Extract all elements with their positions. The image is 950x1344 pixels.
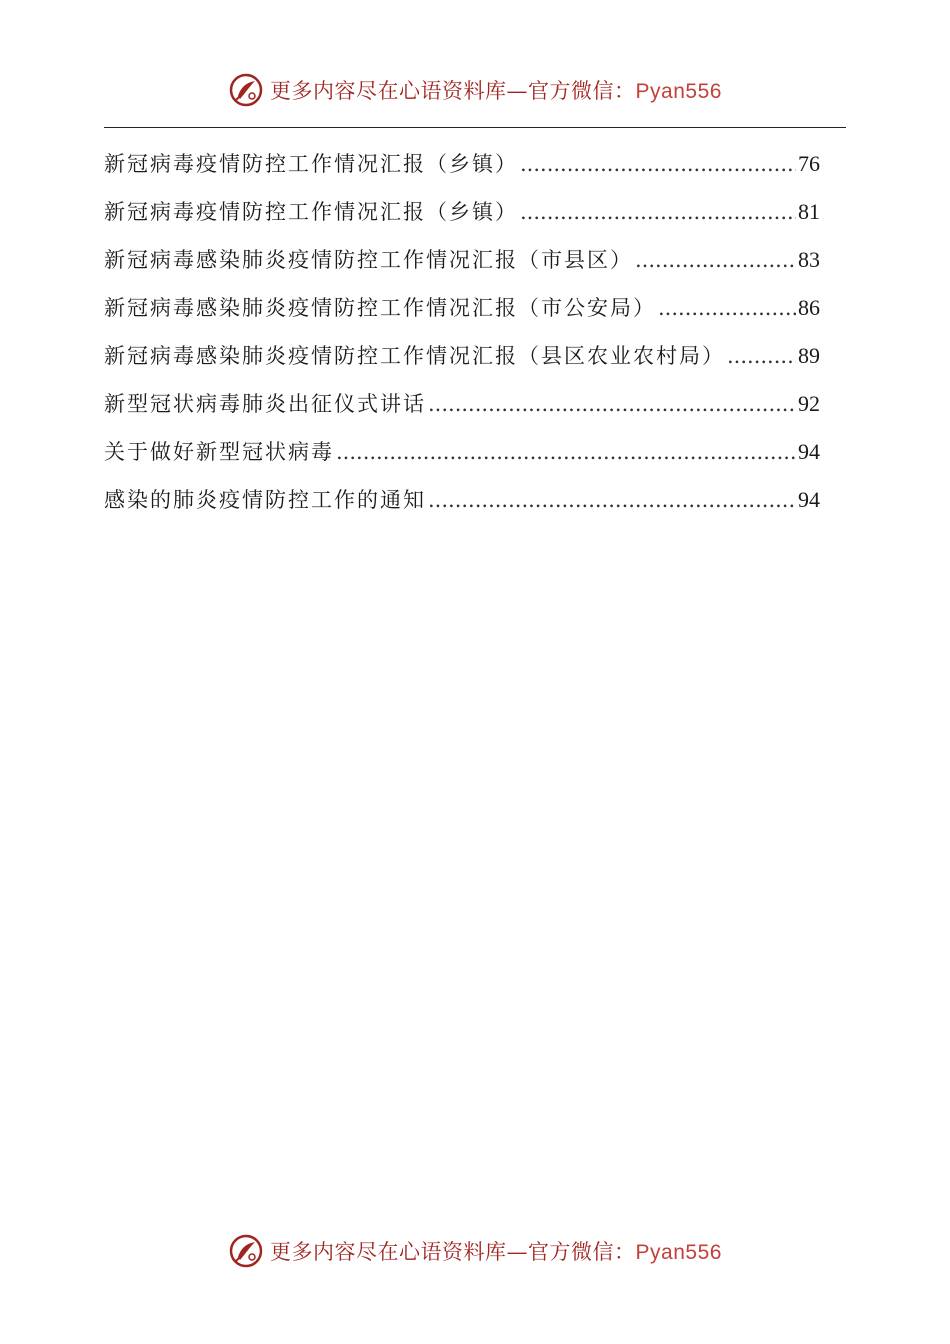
banner-wechat-id: Pyan556: [635, 80, 722, 103]
toc-leader-dots: [520, 140, 796, 188]
banner-separator: —: [506, 79, 529, 103]
toc-entry-page: 76: [798, 151, 820, 176]
banner-title: 更多内容尽在心语资料库: [270, 1240, 507, 1264]
toc-entry[interactable]: [104, 380, 820, 428]
brand-logo-icon: [228, 72, 264, 108]
banner-separator: —: [506, 1240, 529, 1264]
toc-entry-title: 关于做好新型冠状病毒: [104, 440, 334, 464]
toc-entry-page: 92: [798, 391, 820, 416]
header-banner: [0, 72, 950, 108]
toc-entry-title: 感染的肺炎疫情防控工作的通知: [104, 488, 426, 512]
toc-leader-dots: [336, 428, 796, 476]
banner-wechat-label: 官方微信：: [528, 79, 636, 103]
brand-logo-icon: [228, 1233, 264, 1269]
toc-entry-page: 89: [798, 343, 820, 368]
footer-banner-text: [270, 1236, 722, 1266]
toc-entry[interactable]: [104, 140, 820, 188]
toc-leader-dots: [428, 380, 796, 428]
header-banner-text: [270, 75, 722, 105]
toc-entry-page: 81: [798, 199, 820, 224]
banner-wechat-id: Pyan556: [635, 1241, 722, 1264]
toc-entry[interactable]: [104, 332, 820, 380]
toc-leader-dots: [727, 332, 796, 380]
banner-wechat-label: 官方微信：: [528, 1240, 636, 1264]
toc-entry-title: 新冠病毒感染肺炎疫情防控工作情况汇报（县区农业农村局）: [104, 344, 725, 368]
toc-entry-title: 新冠病毒疫情防控工作情况汇报（乡镇）: [104, 152, 518, 176]
toc-leader-dots: [635, 236, 796, 284]
toc-entry[interactable]: [104, 188, 820, 236]
toc-entry[interactable]: [104, 428, 820, 476]
toc-leader-dots: [428, 476, 796, 524]
toc-entry-page: 94: [798, 439, 820, 464]
toc-entry-title: 新冠病毒感染肺炎疫情防控工作情况汇报（市县区）: [104, 248, 633, 272]
toc-entry-page: 86: [798, 295, 820, 320]
toc-entry-page: 83: [798, 247, 820, 272]
toc-entry[interactable]: [104, 476, 820, 524]
toc-leader-dots: [520, 188, 796, 236]
toc-entry-title: 新冠病毒感染肺炎疫情防控工作情况汇报（市公安局）: [104, 296, 656, 320]
toc-entry-page: 94: [798, 487, 820, 512]
table-of-contents: [104, 140, 820, 524]
toc-entry[interactable]: [104, 284, 820, 332]
toc-leader-dots: [658, 284, 796, 332]
toc-entry-title: 新冠病毒疫情防控工作情况汇报（乡镇）: [104, 200, 518, 224]
footer-banner: [0, 1233, 950, 1269]
toc-entry-title: 新型冠状病毒肺炎出征仪式讲话: [104, 392, 426, 416]
toc-entry[interactable]: [104, 236, 820, 284]
header-divider: [104, 127, 846, 128]
banner-title: 更多内容尽在心语资料库: [270, 79, 507, 103]
